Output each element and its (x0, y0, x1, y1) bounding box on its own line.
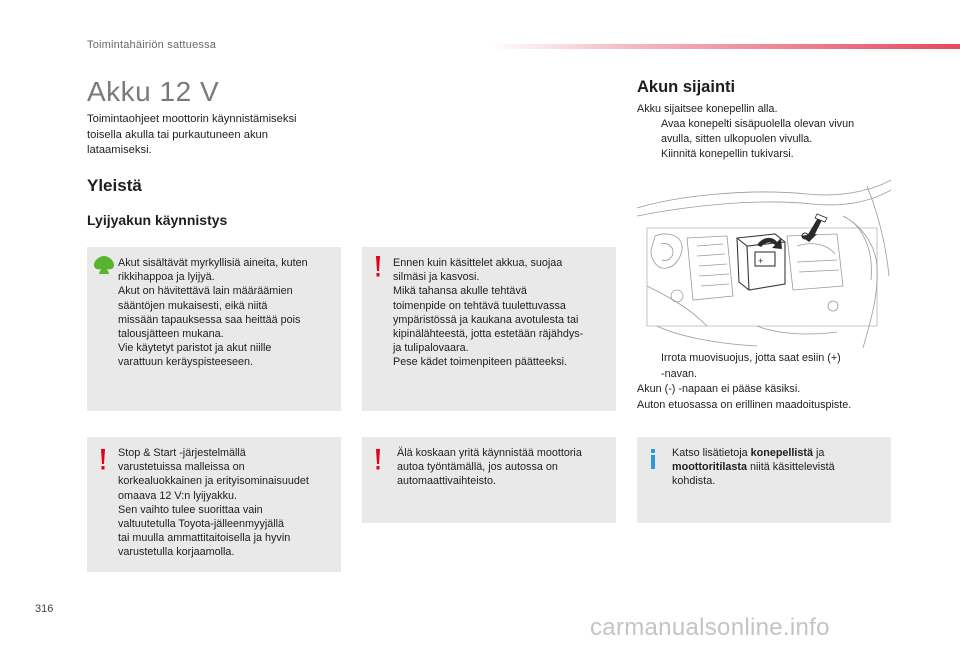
text-line: valtuutetulla Toyota-jälleenmyyjällä (118, 518, 285, 531)
heading-lead-acid-start: Lyijyakun käynnistys (87, 212, 228, 228)
exclamation-icon (373, 256, 383, 278)
text-line: kipinälähteestä, jotta estetään räjähdys- (393, 328, 584, 341)
text-line: tai muulla ammattitaitoisella ja hyvin (118, 532, 291, 545)
info-text (672, 446, 887, 489)
text-line: Akut sisältävät myrkyllisiä aineita, kuten (118, 257, 308, 269)
warning-handling-box (362, 247, 616, 411)
warning-stopstart-box (87, 437, 341, 572)
text-line: Vie käytetyt paristot ja akut niille (118, 342, 272, 355)
warning-push-start-text (397, 446, 612, 489)
warning-handling-text (393, 256, 613, 370)
text-span: niitä käsittelevistä (746, 461, 835, 474)
warning-push-start-box (362, 437, 616, 523)
engine-bay-illustration (637, 176, 891, 348)
eco-note-box (87, 247, 341, 411)
step-remove-cover (637, 351, 897, 382)
text-line: toimenpide on tehtävä tuulettuvassa (393, 299, 566, 312)
text-line: Sen vaihto tulee suorittaa vain (118, 503, 263, 516)
section-header: Toimintahäiriön sattuessa (87, 39, 217, 51)
text-line: Akun (-) -napaan ei pääse käsiksi. (637, 383, 801, 395)
text-line: Älä koskaan yritä käynnistää moottoria (397, 447, 582, 459)
text-span: ja (813, 447, 825, 459)
text-line: varattuun keräyspisteeseen. (118, 356, 254, 369)
text-line: Ennen kuin käsittelet akkua, suojaa (393, 257, 563, 269)
text-line: missään tapauksessa saa heittää pois (118, 313, 301, 326)
page-number: 316 (35, 603, 54, 615)
leaf-icon (93, 255, 115, 275)
text-line: Auton etuosassa on erillinen maadoituspiste. (637, 398, 852, 411)
text-line: omaava 12 V:n lyijyakku. (118, 489, 238, 502)
eco-note-text (118, 256, 338, 370)
text-line: Irrota muovisuojus, jotta saat esiin (+) (661, 352, 841, 364)
header-rule (490, 44, 960, 49)
text-line: autoa työntämällä, jos autossa on (397, 461, 558, 474)
text-line: korkealuokkainen ja erityisominaisuudet (118, 475, 309, 488)
exclamation-icon (98, 449, 108, 471)
page-title: Akku 12 V (87, 76, 220, 107)
battery-terminal-text (637, 351, 897, 413)
warning-stopstart-text (118, 446, 340, 560)
text-line: Pese kädet toimenpiteen päätteeksi. (393, 356, 568, 369)
text-line: -navan. (661, 367, 698, 380)
heading-battery-location: Akun sijainti (637, 78, 736, 96)
text-line: ympäristössä ja kaukana avotulesta tai (393, 313, 579, 326)
exclamation-icon (373, 449, 383, 471)
text-line: Akut on hävitettävä lain määräämien (118, 285, 293, 298)
step-hood-strut (637, 147, 887, 162)
step-open-hood (637, 117, 887, 147)
text-line: varustetuissa malleissa on (118, 461, 245, 474)
text-line: rikkihappoa ja lyijyä. (118, 271, 215, 284)
text-line: Avaa konepelti sisäpuolella olevan vivun (661, 118, 855, 130)
text-line: ja tulipalovaara. (393, 342, 469, 355)
text-line: varustetulla korjaamolla. (118, 546, 235, 559)
text-line: Akku sijaitsee konepellin alla. (637, 103, 778, 115)
watermark: carmanualsonline.info (590, 614, 830, 641)
intro-text: Toimintaohjeet moottorin käynnistämiseksi toisella akulla tai purkautuneen akun lataamiseksi. (87, 113, 297, 156)
svg-text:+: + (758, 256, 764, 266)
info-box (637, 437, 891, 523)
text-line: Mikä tahansa akulle tehtävä (393, 285, 527, 298)
text-line: automaattivaihteisto. (397, 475, 497, 488)
text-line: silmäsi ja kasvosi. (393, 271, 480, 284)
text-line: sääntöjen mukaisesti, eikä niitä (118, 299, 268, 312)
text-span: Katso lisätietoja (672, 447, 751, 459)
heading-general: Yleistä (87, 176, 142, 195)
battery-location-text (637, 102, 887, 162)
hood-link-text: konepellistä (750, 447, 814, 459)
text-line: kohdista. (672, 475, 716, 488)
text-line: talousjätteen mukana. (118, 328, 224, 341)
text-line: Stop & Start -järjestelmällä (118, 447, 246, 459)
text-line: Kiinnitä konepellin tukivarsi. (661, 148, 794, 160)
engine-compartment-link-text: moottoritilasta (672, 461, 747, 474)
text-line: avulla, sitten ulkopuolen vivulla. (661, 133, 813, 145)
info-icon (648, 449, 658, 469)
